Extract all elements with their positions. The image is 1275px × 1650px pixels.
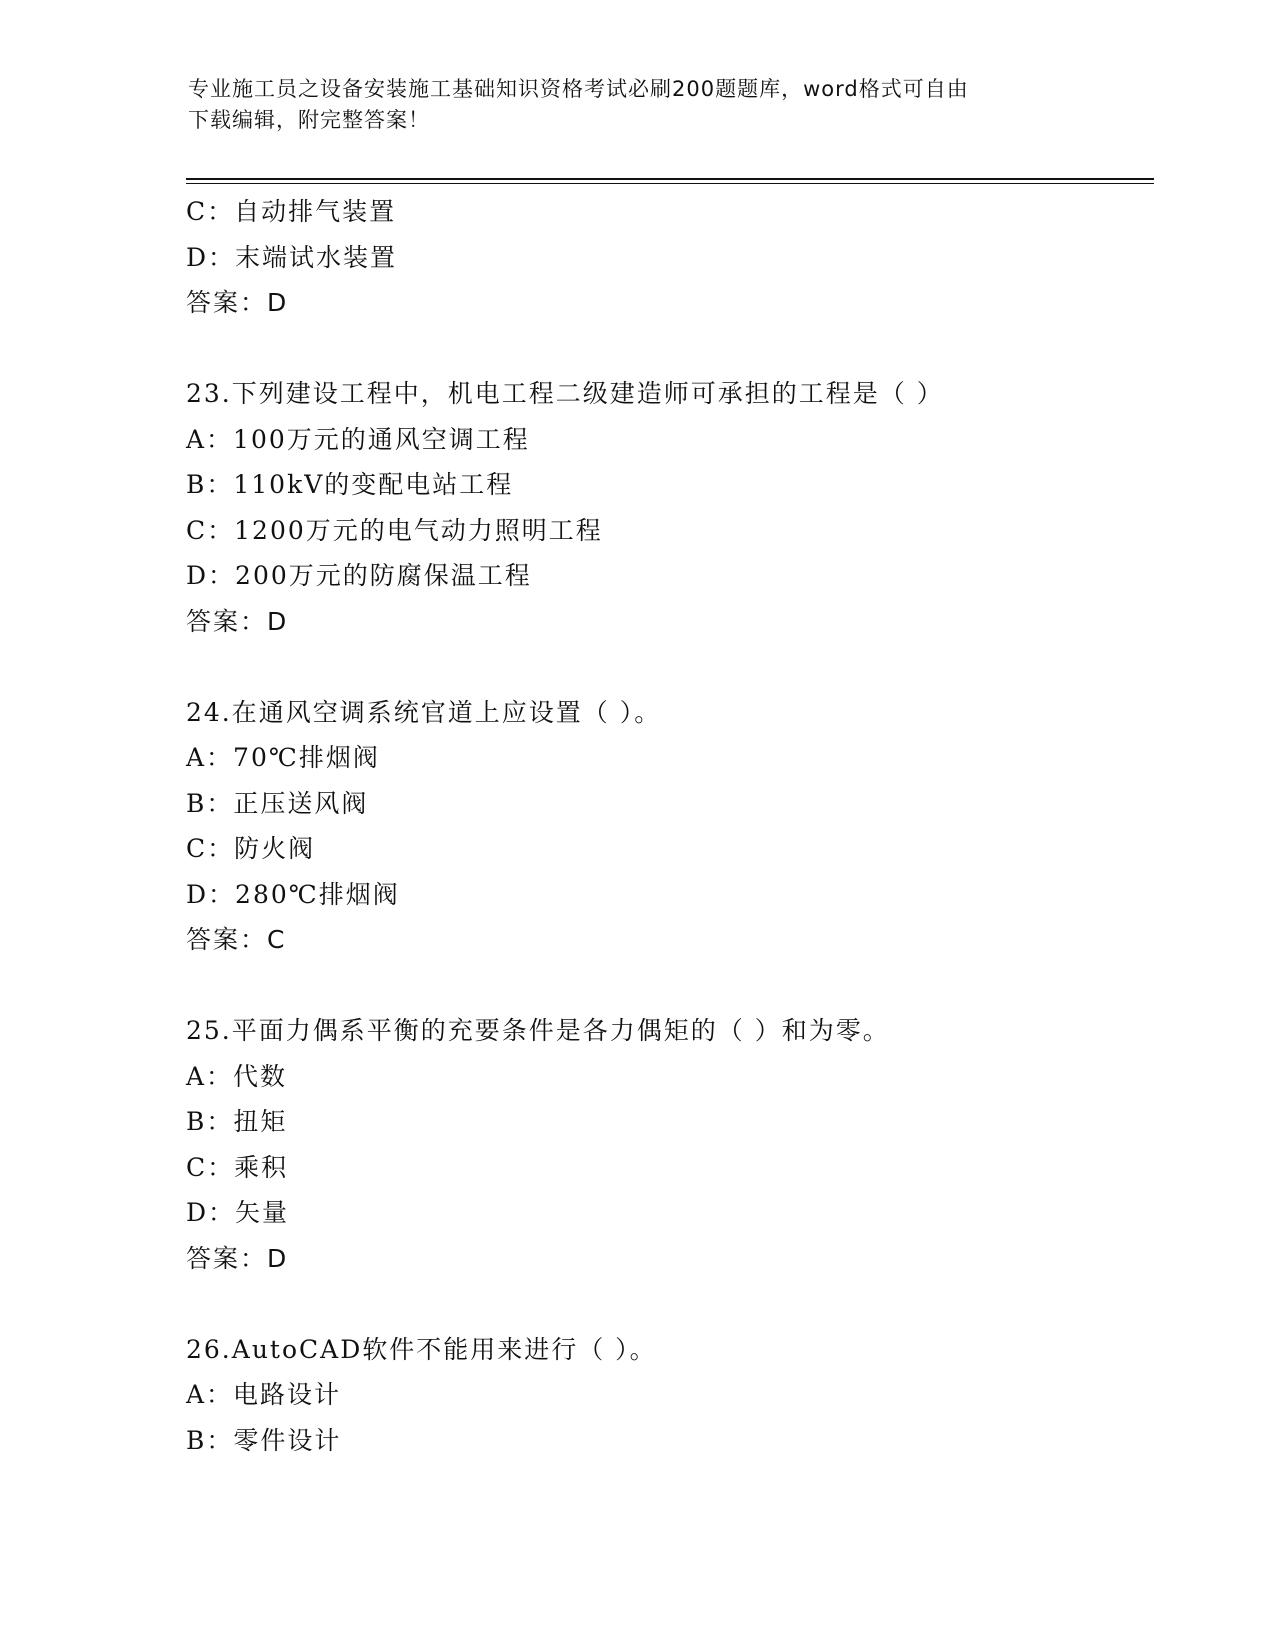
answer: 答案：D <box>186 606 289 636</box>
header-divider-thick <box>186 178 1154 180</box>
answer: 答案：D <box>186 288 289 317</box>
question-text: 26.AutoCAD软件不能用来进行（ ）。 <box>186 1334 657 1364</box>
document-header <box>188 74 1068 136</box>
question-block-22 <box>186 189 1146 326</box>
question-text: 24.在通风空调系统官道上应设置（ ）。 <box>186 697 662 727</box>
option-a: A：电路设计 <box>186 1380 342 1409</box>
question-block-26 <box>186 1327 1146 1464</box>
spacer <box>186 326 1146 372</box>
option-d: D：矢量 <box>186 1198 290 1227</box>
answer: 答案：C <box>186 925 287 954</box>
question-block-23 <box>186 371 1146 644</box>
answer: 答案：D <box>186 1243 289 1273</box>
option-b: B：正压送风阀 <box>186 788 369 818</box>
option-c: C：防火阀 <box>186 834 316 863</box>
header-divider-thin <box>186 183 1154 184</box>
option-a: A：代数 <box>186 1061 288 1091</box>
question-block-25 <box>186 1008 1146 1281</box>
header-line-2: 下载编辑，附完整答案！ <box>188 108 430 132</box>
spacer <box>186 644 1146 690</box>
question-text: 23.下列建设工程中，机电工程二级建造师可承担的工程是（ ） <box>186 379 944 408</box>
option-b: B：零件设计 <box>186 1425 342 1455</box>
header-line-1: 专业施工员之设备安装施工基础知识资格考试必刷200题题库，word格式可自由 <box>188 77 969 101</box>
option-b: B：扭矩 <box>186 1107 288 1136</box>
option-d: D：末端试水装置 <box>186 242 398 272</box>
spacer <box>186 963 1146 1009</box>
option-c: C：自动排气装置 <box>186 197 397 226</box>
option-c: C：乘积 <box>186 1152 289 1182</box>
question-text: 25.平面力偶系平衡的充要条件是各力偶矩的（ ）和为零。 <box>186 1016 890 1045</box>
question-block-24 <box>186 690 1146 963</box>
question-list <box>186 189 1146 1463</box>
option-a: A：70℃排烟阀 <box>186 743 380 772</box>
option-a: A：100万元的通风空调工程 <box>186 424 530 454</box>
option-d: D：280℃排烟阀 <box>186 879 400 909</box>
spacer <box>186 1281 1146 1327</box>
option-c: C：1200万元的电气动力照明工程 <box>186 515 603 545</box>
option-b: B：110kV的变配电站工程 <box>186 470 514 499</box>
option-d: D：200万元的防腐保温工程 <box>186 561 532 590</box>
